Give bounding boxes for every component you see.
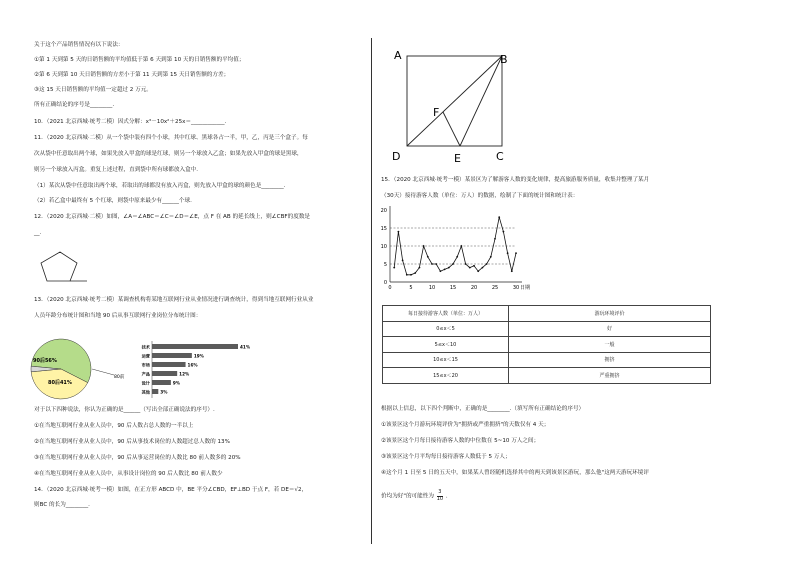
y-tick-label: 10 [380, 243, 387, 250]
q11-part-1: （1）某次从袋中任意取出两个球，若取出的球都没有放入丙盒，则先放入甲盒的球的颜色是________. [34, 183, 286, 189]
y-tick-label: 0 [383, 279, 387, 286]
bar-value-label: 19% [193, 353, 204, 359]
fraction-numerator: 3 [438, 489, 442, 495]
y-tick-label: 20 [380, 207, 387, 214]
q13-option-3: ③在当地互联网行业从业人员中，90 后从事运营岗位的人数比 80 前人数多的 20% [34, 455, 241, 461]
q13-option-4: ④在当地互联网行业从业人员中，从事设计岗位的 90 后人数比 80 前人数少 [34, 471, 223, 477]
table-header-evaluation: 游玩环境评价 [509, 306, 711, 322]
data-point [444, 269, 446, 271]
q13-option-2: ②在当地互联网行业从业人员中，90 后从事技术岗位的人数超过总人数的 13% [34, 439, 230, 445]
table-row [383, 337, 711, 353]
data-point [393, 267, 395, 269]
data-point [448, 267, 450, 269]
x-tick-label: 5 [409, 285, 413, 291]
pie-label-80s: 80后41% [48, 380, 72, 386]
data-point [406, 274, 408, 276]
fraction [437, 490, 443, 502]
x-tick-label: 10 [428, 285, 436, 291]
segment-be [460, 56, 502, 146]
y-tick-label: 5 [383, 261, 387, 268]
segment-ef [443, 112, 460, 146]
data-point [511, 270, 513, 272]
q14-line-1: 14．（2020 北京西城·统考一模）如图，在正方形 ABCD 中，BE 平分∠CBD，EF⊥BD 于点 F，若 DE＝√2， [34, 487, 308, 493]
data-point [494, 238, 496, 240]
bar-市场 [152, 362, 186, 367]
pentagon-figure [30, 243, 100, 289]
q9-question: 所有正确结论的序号是________. [34, 102, 115, 108]
square-figure [390, 46, 520, 168]
bar-value-label: 9% [172, 380, 180, 386]
data-point [490, 256, 492, 258]
q13-option-1: ①在当地互联网行业从业人员中，90 后人数占总人数的一半以上 [34, 423, 194, 429]
data-point [503, 231, 505, 233]
square-label-c: C [496, 150, 504, 163]
q11-line-1: 11．（2020 北京西城·二模）从一个袋中装有四个小球，其中红球、黑球各占一半，甲，乙，丙是三个盒子。每 [34, 135, 308, 141]
data-point [482, 267, 484, 269]
table-header-row [383, 306, 711, 322]
q15-line-2: （30天）接待游客人数（单位：万人）的数据，绘制了下面的统计图和统计表： [381, 193, 579, 199]
data-point [423, 245, 425, 247]
data-point [410, 274, 412, 276]
bar-运营 [152, 353, 192, 358]
data-point [515, 252, 517, 254]
bar-category-label: 其他 [141, 389, 150, 395]
x-axis-label: 日期 [520, 285, 531, 291]
square-label-b: B [500, 53, 508, 66]
pentagon-shape [41, 252, 77, 281]
q13-line-2: 人员年龄分布统计图和当地 90 后从事互联网行业岗位分布统计图： [34, 313, 202, 319]
data-point [456, 256, 458, 258]
q11-part-2: （2）若乙盒中最终有 5 个红球，则袋中原来最少有______个球. [34, 198, 192, 204]
data-point [427, 256, 429, 258]
square-label-d: D [392, 150, 401, 163]
data-point [477, 270, 479, 272]
q9-statement-1: ①第 1 天到第 5 天的日销售额的平均值低于第 6 天到第 10 天的日销售额的平均值； [34, 57, 245, 63]
crowd-evaluation-table [382, 305, 711, 384]
q9-intro: 关于这个产品销售情况有以下说法： [34, 42, 124, 48]
diagonal-bd [407, 56, 502, 146]
data-point [419, 267, 421, 269]
data-point [414, 272, 416, 274]
q12-line-1: 12．（2020 北京西城·二模）如图，∠A＝∠ABC＝∠C＝∠D＝∠E，点 F 在 AB 的延长线上，则∠CBF的度数是 [34, 214, 311, 220]
q15-conclusion-4-text: 价均为好"的可能性为 [381, 493, 434, 500]
data-point [452, 263, 454, 265]
table-cell-range: 10≤x＜15 [383, 352, 509, 368]
data-point [498, 216, 500, 218]
q13-question: 对于以下四种说法，你认为正确的是______（写出全部正确说法的序号）. [34, 407, 215, 413]
x-tick-label: 20 [470, 285, 478, 291]
q15-conclusion-1: ①该景区这个月游玩环境评价为"拥挤或严重拥挤"的天数仅有 4 天； [381, 422, 550, 428]
bar-设计 [152, 380, 171, 385]
square-label-f: F [433, 106, 440, 119]
x-tick-label: 0 [388, 285, 392, 291]
bar-category-label: 运营 [141, 353, 150, 359]
data-point [473, 265, 475, 267]
data-point [398, 231, 400, 233]
pie-leader-line [92, 369, 114, 375]
table-cell-evaluation: 一般 [509, 337, 711, 353]
age-pie-chart [30, 338, 128, 400]
job-bar-chart [130, 340, 260, 398]
q15-conclusion-4-end: . [445, 493, 448, 500]
data-point [431, 263, 433, 265]
column-divider [371, 38, 372, 544]
q15-conclusion-4-line-1: ④这个月 1 日至 5 日的五天中，如果某人曾经随机选择其中的两天到该景区游玩，那么他"这两天游玩环境评 [381, 470, 649, 476]
visitor-line-chart [376, 204, 536, 296]
q9-statement-2: ②第 6 天到第 10 天日销售额的方差小于第 11 天到第 15 天日销售额的方差； [34, 72, 230, 78]
q15-line-1: 15．（2020 北京西城·统考一模）某景区为了解游客人数的变化规律，提高旅游服务质量，收集并整理了某月 [381, 177, 650, 183]
table-cell-range: 0≤x＜5 [383, 321, 509, 337]
x-tick-label: 30 [512, 285, 520, 291]
bar-技术 [152, 344, 238, 349]
q13-line-1: 13．（2020 北京西城·统考二模）某调查机构将某地互联网行业从业情况进行调查统计，得到当地互联网行业从业 [34, 297, 314, 303]
bar-category-label: 技术 [141, 344, 150, 350]
table-row [383, 352, 711, 368]
x-tick-label: 25 [491, 285, 499, 291]
q15-conclusion-3: ③该景区这个月平均每日接待游客人数低于 5 万人； [381, 454, 511, 460]
bar-value-label: 3% [160, 389, 168, 395]
data-point [461, 245, 463, 247]
fraction-denominator: 10 [436, 495, 444, 502]
q15-question: 根据以上信息，以下四个判断中，正确的是________.（填写所有正确结论的序号） [381, 406, 585, 412]
bar-value-label: 16% [187, 362, 198, 368]
y-tick-label: 15 [380, 225, 387, 232]
pie-label-pre80: 80前 [114, 375, 125, 380]
data-point [440, 270, 442, 272]
table-cell-range: 15≤x＜20 [383, 368, 509, 384]
table-header-count: 每日接待游客人数（单位：万人） [383, 306, 509, 322]
x-tick-label: 15 [449, 285, 457, 291]
data-point [402, 260, 404, 262]
q14-line-2: 则BC 的长为________. [34, 502, 90, 508]
q11-line-3: 则另一个球放入丙盒。重复上述过程，直到袋中所有球都放入盒中. [34, 167, 198, 173]
square-label-e: E [454, 152, 461, 165]
q12-line-2: __. [34, 230, 42, 236]
table-cell-range: 5≤x＜10 [383, 337, 509, 353]
bar-value-label: 41% [240, 344, 251, 350]
q15-conclusion-4-line-2 [381, 490, 448, 502]
table-cell-evaluation: 拥挤 [509, 352, 711, 368]
bar-其他 [152, 389, 158, 394]
data-point [469, 267, 471, 269]
table-cell-evaluation: 严重拥挤 [509, 368, 711, 384]
bar-category-label: 设计 [141, 380, 150, 386]
bar-产品 [152, 371, 177, 376]
table-row [383, 321, 711, 337]
data-point [507, 252, 509, 254]
data-point [465, 263, 467, 265]
table-cell-evaluation: 好 [509, 321, 711, 337]
square-label-a: A [394, 49, 402, 62]
pie-label-90s: 90后56% [33, 358, 57, 364]
data-point [486, 263, 488, 265]
q11-line-2: 次从袋中任意取出两个球，如果先放入甲盒的球是红球，则另一个球放入乙盒；如果先放入甲盒的球是黑球， [34, 151, 303, 157]
bar-value-label: 12% [179, 371, 190, 377]
q9-statement-3: ③这 15 天日销售额的平均值一定超过 2 万元。 [34, 87, 152, 93]
data-point [435, 263, 437, 265]
bar-category-label: 市场 [141, 362, 150, 368]
table-row [383, 368, 711, 384]
bar-category-label: 产品 [141, 371, 150, 377]
q10-text: 10．（2021 北京西城·统考二模）因式分解：x³－10x²＋25x＝____________. [34, 119, 227, 125]
q15-conclusion-2: ②该景区这个月每日接待游客人数的中位数在 5~10 万人之间； [381, 438, 540, 444]
